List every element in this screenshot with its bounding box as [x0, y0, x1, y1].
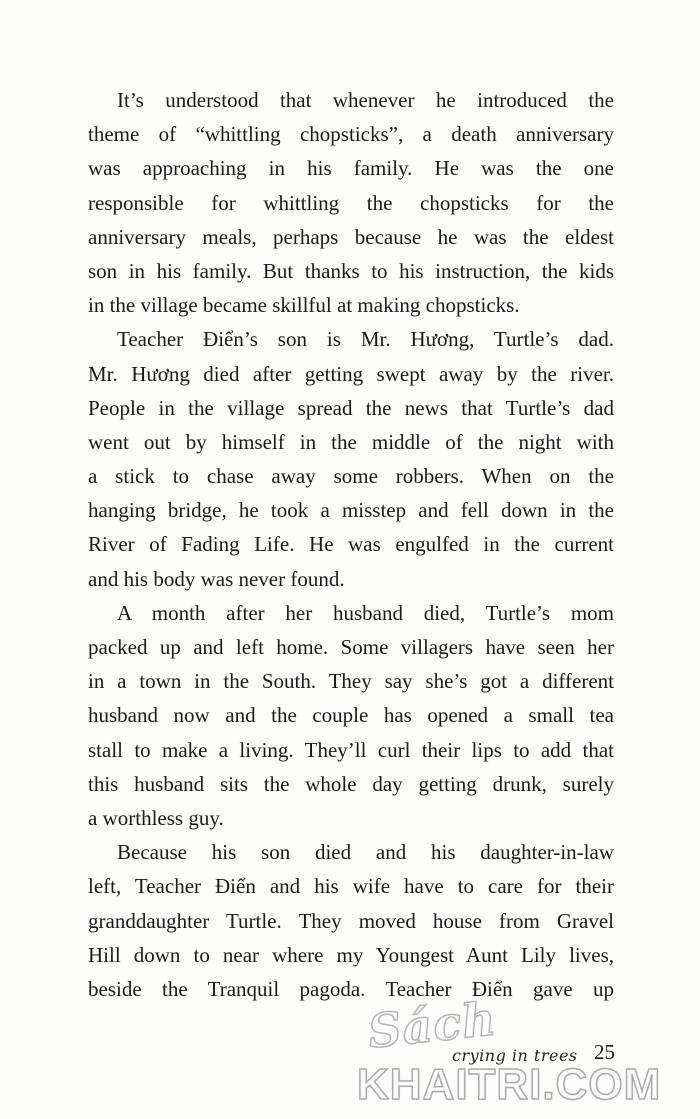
text-line: anniversary meals, perhaps because he was the eldest: [88, 224, 614, 249]
text-line: son in his family. But thanks to his instruction, the kids: [88, 258, 614, 283]
text-line: in the village became skillful at making chopsticks.: [88, 293, 520, 318]
watermark-brand: KHAITRI.COM: [357, 1060, 662, 1109]
text-line: Because his son died and his daughter-in-law: [117, 840, 614, 865]
text-line: was approaching in his family. He was the one: [88, 156, 614, 181]
text-line: went out by himself in the middle of the night with: [88, 429, 614, 454]
running-footer-title: crying in trees: [452, 1046, 578, 1065]
text-line: this husband sits the whole day getting drunk, surely: [88, 771, 614, 796]
text-line: a stick to chase away some robbers. When on the: [88, 464, 614, 489]
text-line: Hill down to near where my Youngest Aunt Lily lives,: [88, 942, 614, 967]
body-text: [88, 83, 614, 1006]
text-line: responsible for whittling the chopsticks for the: [88, 190, 614, 215]
text-line: a worthless guy.: [88, 805, 224, 830]
text-line: Mr. Hương died after getting swept away by the river.: [88, 361, 614, 386]
page-number: 25: [594, 1040, 615, 1064]
text-line: beside the Tranquil pagoda. Teacher Điển gave up: [88, 976, 614, 1001]
text-line: granddaughter Turtle. They moved house from Gravel: [88, 908, 614, 933]
text-line: People in the village spread the news that Turtle’s dad: [88, 395, 614, 420]
text-line: and his body was never found.: [88, 566, 345, 591]
text-line: in a town in the South. They say she’s got a different: [88, 669, 614, 694]
text-line: River of Fading Life. He was engulfed in the current: [88, 532, 614, 557]
text-line: A month after her husband died, Turtle’s mom: [117, 600, 614, 625]
text-line: theme of “whittling chopsticks”, a death anniversary: [88, 122, 614, 147]
text-line: It’s understood that whenever he introduced the: [117, 88, 614, 112]
text-line: packed up and left home. Some villagers have seen her: [88, 635, 614, 659]
text-line: left, Teacher Điển and his wife have to care for their: [88, 874, 614, 899]
text-line: Teacher Điển’s son is Mr. Hương, Turtle’s dad.: [117, 327, 614, 352]
text-line: hanging bridge, he took a misstep and fell down in the: [88, 498, 614, 523]
text-line: stall to make a living. They’ll curl their lips to add that: [88, 737, 614, 762]
watermark-script: Sách: [365, 991, 499, 1059]
text-line: husband now and the couple has opened a small tea: [88, 703, 614, 728]
